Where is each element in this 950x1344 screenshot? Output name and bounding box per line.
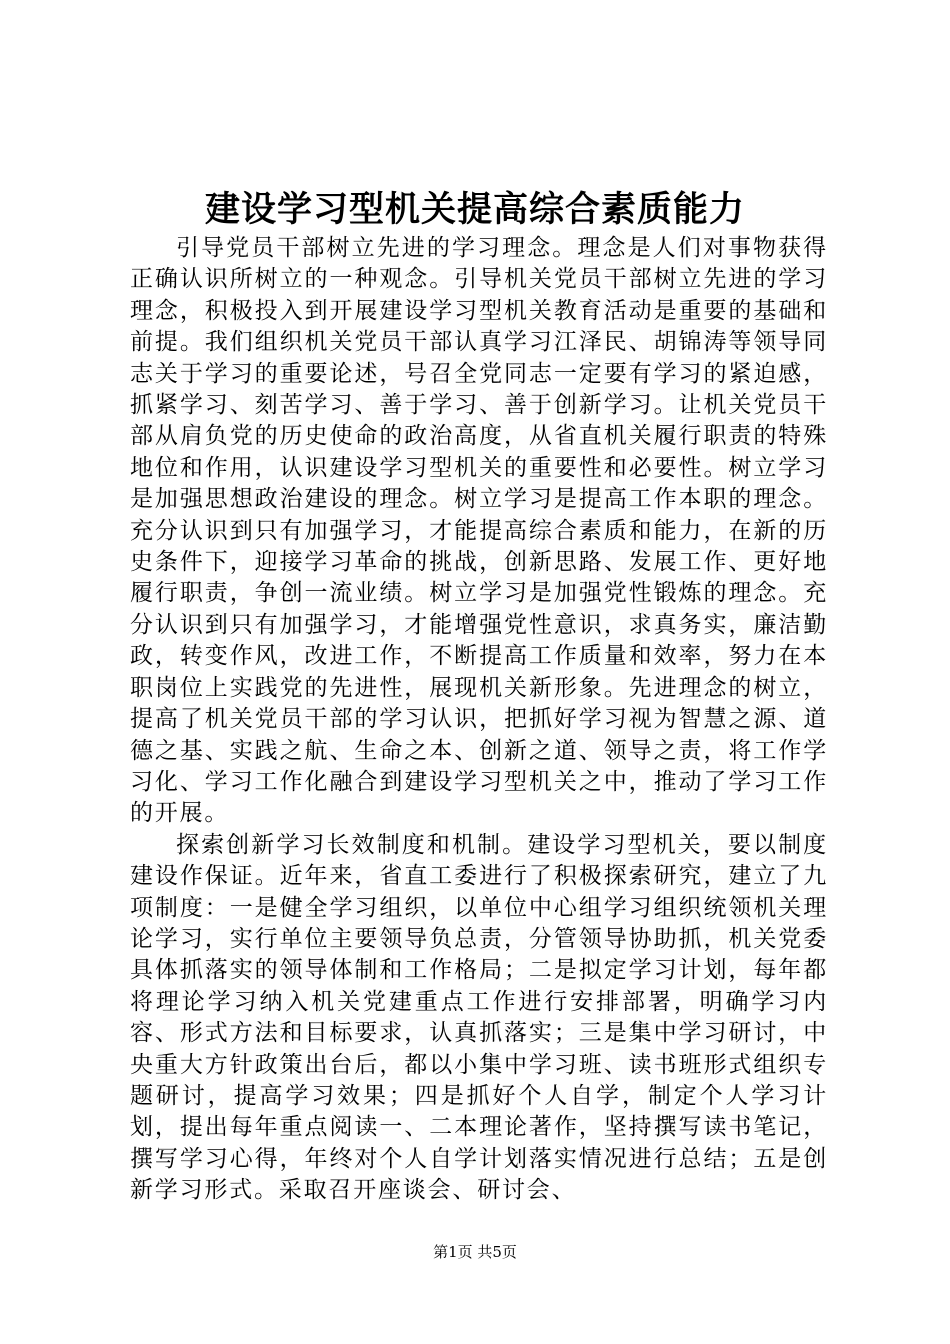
page-footer: 第1页 共5页 xyxy=(433,1243,517,1261)
document-body xyxy=(130,233,828,1207)
paragraph: 引导党员干部树立先进的学习理念。理念是人们对事物获得正确认识所树立的一种观念。引导机关党员干部树立先进的学习理念，积极投入到开展建设学习型机关教育活动是重要的基础和前提。我们组织机关党员干部认真学习江泽民、胡锦涛等领导同志关于学习的重要论述，号召全党同志一定要有学习的紧迫感，抓紧学习、刻苦学习、善于学习、善于创新学习。让机关党员干部从肩负党的历史使命的政治高度，从省直机关履行职责的特殊地位和作用，认识建设学习型机关的重要性和必要性。树立学习是加强思想政治建设的理念。树立学习是提高工作本职的理念。充分认识到只有加强学习，才能提高综合素质和能力，在新的历史条件下，迎接学习革命的挑战，创新思路、发展工作、更好地履行职责，争创一流业绩。树立学习是加强党性锻炼的理念。充分认识到只有加强学习，才能增强党性意识，求真务实，廉洁勤政，转变作风，改进工作，不断提高工作质量和效率，努力在本职岗位上实践党的先进性，展现机关新形象。先进理念的树立，提高了机关党员干部的学习认识，把抓好学习视为智慧之源、道德之基、实践之航、生命之本、创新之道、领导之责，将工作学习化、学习工作化融合到建设学习型机关之中，推动了学习工作的开展。 xyxy=(130,235,828,827)
document-title: 建设学习型机关提高综合素质能力 xyxy=(204,189,745,230)
paragraph: 探索创新学习长效制度和机制。建设学习型机关，要以制度建设作保证。近年来，省直工委进行了积极探索研究，建立了九项制度：一是健全学习组织，以单位中心组学习组织统领机关理论学习，实行单位主要领导负总责，分管领导协助抓，机关党委具体抓落实的领导体制和工作格局；二是拟定学习计划，每年都将理论学习纳入机关党建重点工作进行安排部署，明确学习内容、形式方法和目标要求，认真抓落实；三是集中学习研讨，中央重大方针政策出台后，都以小集中学习班、读书班形式组织专题研讨，提高学习效果；四是抓好个人自学，制定个人学习计划，提出每年重点阅读一、二本理论著作，坚持撰写读书笔记，撰写学习心得，年终对个人自学计划落实情况进行总结；五是创新学习形式。采取召开座谈会、研讨会、 xyxy=(130,831,828,1204)
